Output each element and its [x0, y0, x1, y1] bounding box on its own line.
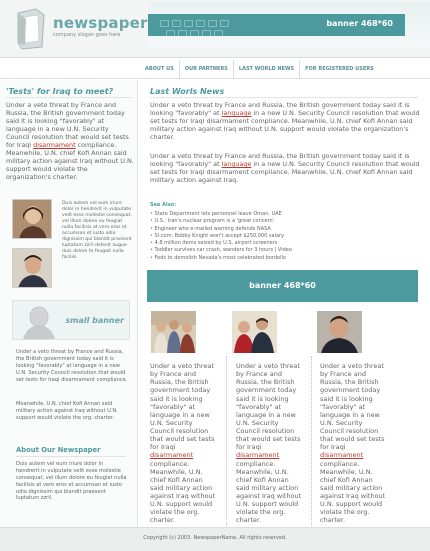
small-banner[interactable] [12, 300, 130, 340]
main-headline: Last Worls News [150, 87, 225, 96]
see-also-item[interactable]: • U.S.: Iran's nuclear program is a 'great concern' [150, 218, 420, 225]
small-banner-label: small banner [65, 316, 124, 325]
column-text-3 [320, 362, 386, 525]
see-also-label: See Also: [150, 202, 177, 208]
disarmament-link[interactable]: disarmament [150, 451, 194, 460]
footer [0, 527, 430, 551]
left-paragraph-2: Meanwhile, U.N. chief Kofi Annan said military action against Iraq without U.N. support would violate the org. charter. [16, 401, 118, 421]
see-also-item[interactable]: • Toddler survives car crash, wanders for 3 hours | Video [150, 247, 420, 254]
about-divider [16, 456, 126, 457]
nav-registered-users[interactable]: FOR REGISTERED USERS [299, 60, 379, 78]
woman-thumbnail [12, 199, 52, 239]
main-p1-after: in a new U.N. Security Council resolution that would set tests for Iraqi disarmament compliance. Meanwhile, U.N. chief Kofi Annan said military action against Iraq without U.N. support would violate the organization's charter. [150, 109, 420, 141]
site-slogan: company slogan goes here [53, 32, 121, 38]
see-also-item[interactable]: • State Department lets personnel leave Oman, UAE [150, 211, 420, 218]
top-banner-label: banner 468*60 [326, 19, 393, 28]
main-p2-after: in a new U.N. Security Council resolution that would set tests for Iraqi disarmament compliance. Meanwhile, U.N. chief Kofi Annan said military action against Iraq. [150, 160, 420, 184]
left-paragraph-1: Under a veto threat by France and Russia, the British government today said it is looking "favorably" at language in a new U.N. Security Council resolution that would set tests for Iraqi disarmament compliance. [16, 349, 128, 383]
main-nav [140, 60, 379, 78]
see-also-item[interactable]: • SI.com: Bobby Knight won't accept $250,000 salary [150, 233, 420, 240]
site-logo-name[interactable]: newspaper [53, 14, 148, 32]
man-thumbnail [12, 248, 52, 288]
left-headline[interactable]: 'Tests' for Iraq to meet? [6, 87, 114, 96]
see-also-item[interactable]: • Engineer who e-mailed warning defends NASA [150, 226, 420, 233]
about-newspaper-title: About Our Newspaper [16, 446, 101, 454]
middle-banner-label: banner 468*60 [249, 281, 316, 290]
keyboard-graphic [158, 18, 268, 52]
about-newspaper-text: Duis autem vel eum iriure dolor in hendrerit in vulputate velit esse molestie consequat, vel illum dolore eu feugiat nulla facilisis at vero eros et accumsan et iusto odio dignissim qui blandit praesent luptatum zzril. [16, 461, 127, 502]
banner-person-image [19, 303, 59, 339]
col1-before: Under a veto threat by France and Russia, the British government today said it is looking "favorably" at language in a new U.N. Security Council resolution that would set tests for Iraqi [150, 362, 215, 452]
column-text-1 [150, 362, 216, 525]
main-paragraph-2 [150, 152, 420, 184]
left-intro-after: compliance. Meanwhile, U.N. chief Kofi Annan said military action against Iraq without U.N. support would violate the organization's charter. [6, 141, 134, 181]
man-photo [317, 311, 362, 353]
left-title-divider [6, 97, 132, 98]
disarmament-link[interactable]: disarmament [33, 141, 76, 149]
col2-before: Under a veto threat by France and Russia, the British government today said it is looking "favorably" at language in a new U.N. Security Council resolution that would set tests for Iraqi [236, 362, 301, 452]
copyright-text: Copyright (c) 2003. NewspaperName. All rights reserved. [143, 535, 287, 541]
left-intro-text [6, 101, 134, 181]
see-also-list [150, 211, 420, 262]
group-photo-2 [232, 311, 277, 353]
see-also-item[interactable]: • Feds to demolish Nevada's most celebrated bordello [150, 255, 420, 262]
top-banner[interactable] [148, 2, 430, 48]
nav-divider [0, 78, 430, 79]
middle-banner[interactable] [147, 270, 418, 302]
header [0, 0, 430, 58]
nav-about-us[interactable]: ABOUT US [145, 66, 174, 72]
language-link-1[interactable]: language [221, 109, 252, 117]
nav-our-partners[interactable]: OUR PARTNERS [179, 60, 233, 78]
left-intro-before: Under a veto threat by France and Russia, the British government today said it is looking "favorably" at language in a new U.N. Security Council resolution that would set tests for Iraqi [6, 101, 129, 149]
main-title-divider [150, 97, 418, 98]
group-photo-1 [151, 311, 196, 353]
thumbnail-caption-text: Duis autem vel eum iriure dolor in hendrerit in vulputate velit esse molestie consequat, vel illum dolore eu feugiat nulla facilisis at vero eros et accumsan et iusto odio dignissim qui blandit praesent luptatum zzril delenit augue duis dolore te feugait nulla facilisi. [62, 201, 132, 260]
column-text-2 [236, 362, 302, 525]
col2-after: compliance. Meanwhile, U.N. chief Kofi Annan said military action against Iraq without U.N. support would violate the org. charter. [236, 459, 302, 525]
col3-before: Under a veto threat by France and Russia, the British government today said it is looking "favorably" at language in a new U.N. Security Council resolution that would set tests for Iraqi [320, 362, 385, 452]
disarmament-link[interactable]: disarmament [320, 451, 364, 460]
language-link-2[interactable]: language [221, 160, 252, 168]
main-p1-before: Under a veto threat by France and Russia, the British government today said it is looking "favorably" at [150, 101, 410, 117]
column-divider [311, 356, 312, 526]
newspaper-logo-icon [14, 7, 48, 51]
main-p2-before: Under a veto threat by France and Russia, the British government today said it is looking "favorably" at [150, 152, 410, 168]
main-paragraph-1 [150, 101, 420, 141]
col3-after: compliance. Meanwhile, U.N. chief Kofi Annan said military action against Iraq without U.N. support would violate the org. charter. [320, 459, 386, 525]
nav-last-world-news[interactable]: LAST WORLD NEWS [233, 60, 299, 78]
top-banner-bar [148, 14, 405, 36]
disarmament-link[interactable]: disarmament [236, 451, 280, 460]
col1-after: compliance. Meanwhile, U.N. chief Kofi Annan said military action against Iraq without U.N. support would violate the org. charter. [150, 459, 216, 525]
see-also-item[interactable]: • 4.8 million items seized by U.S. airport screeners [150, 240, 420, 247]
column-divider [226, 356, 227, 526]
